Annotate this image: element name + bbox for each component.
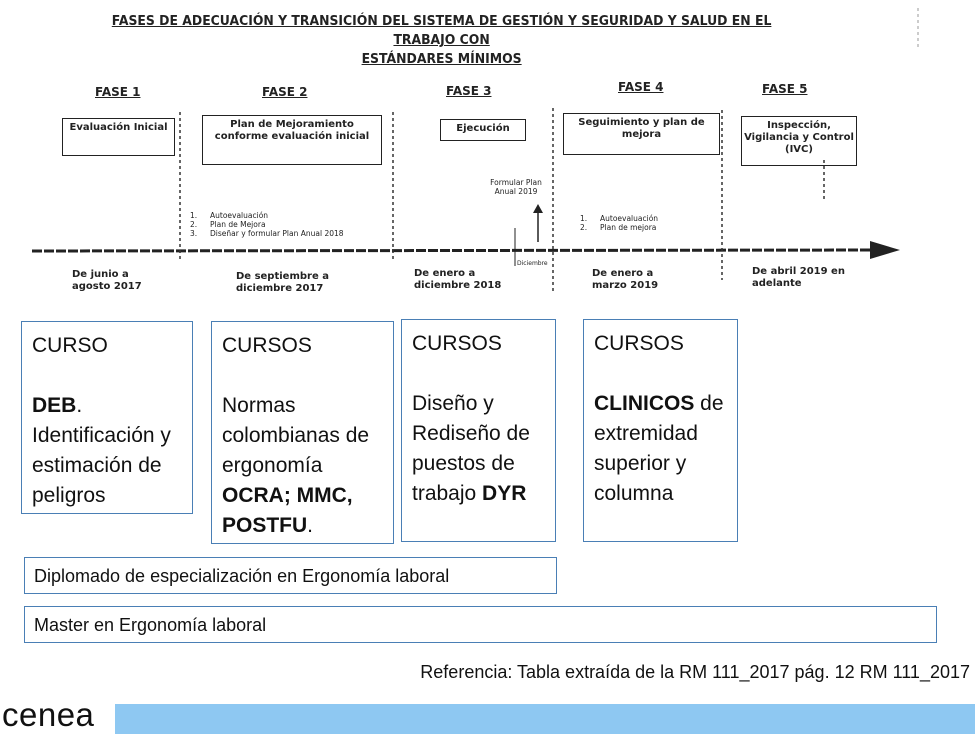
phase-2-steps [190, 211, 344, 238]
course-code: OCRA; MMC, POSTFU [222, 484, 353, 537]
course-box-deb [21, 321, 193, 514]
course-description: . Identificación y estimación de peligros [32, 394, 171, 507]
phase-2-box: Plan de Mejoramiento conforme evaluación inicial [202, 115, 382, 165]
formular-plan-annotation: Formular Plan Anual 2019 [490, 178, 542, 196]
cenea-logo: cenea [2, 696, 95, 733]
phase-5-box: Inspección, Vigilancia y Control (IVC) [741, 116, 857, 166]
diciembre-annotation: Diciembre [517, 260, 548, 267]
course-code: DYR [482, 482, 527, 505]
course-title: CURSOS [594, 332, 684, 355]
phase-1-label: FASE 1 [95, 85, 141, 99]
course-title: CURSOS [412, 332, 502, 355]
phase-4-steps [580, 214, 658, 232]
course-box-clinicos [583, 319, 738, 542]
list-item: 1. Autoevaluación [580, 214, 659, 223]
phase-4-box: Seguimiento y plan de mejora [563, 113, 720, 155]
footer-bar [115, 704, 975, 734]
diagram-title: FASES DE ADECUACIÓN Y TRANSICIÓN DEL SISTEMA DE GESTIÓN Y SEGURIDAD Y SALUD EN EL TRABAJO CON ESTÁNDARES MÍNIMOS [111, 13, 772, 67]
phase-4-date: De enero a marzo 2019 [592, 268, 659, 291]
phases-timeline-figure [0, 0, 975, 310]
phase-1-box: Evaluación Inicial [62, 118, 175, 156]
phase-2-date: De septiembre a diciembre 2017 [236, 271, 329, 294]
diploma-box: Diplomado de especialización en Ergonomía laboral [24, 557, 557, 594]
phase-2-label: FASE 2 [262, 85, 308, 99]
course-code: CLINICOS [594, 392, 695, 415]
course-code: DEB [32, 394, 77, 417]
course-description: Diseño y Rediseño de puestos de trabajo [412, 392, 530, 505]
master-box: Master en Ergonomía laboral [24, 606, 937, 643]
phase-4-label: FASE 4 [618, 80, 664, 94]
course-period: . [307, 514, 314, 537]
phase-3-date: De enero a diciembre 2018 [414, 268, 502, 291]
phase-1-date: De junio a agosto 2017 [72, 269, 142, 292]
reference-note: Referencia: Tabla extraída de la RM 111_2017 pág. 12 RM 111_2017 [420, 662, 970, 682]
course-title: CURSO [32, 334, 108, 357]
course-description: Normas colombianas de ergonomía [222, 394, 370, 477]
phase-3-box: Ejecución [440, 119, 526, 141]
list-item: 1. Autoevaluación [190, 211, 269, 220]
phase-3-label: FASE 3 [446, 84, 492, 98]
course-description: de extremidad superior y columna [594, 392, 724, 505]
list-item: 2. Plan de mejora [580, 223, 657, 232]
course-box-normas [211, 321, 394, 544]
list-item: 2. Plan de Mejora [190, 220, 266, 229]
course-title: CURSOS [222, 334, 312, 357]
list-item: 3. Diseñar y formular Plan Anual 2018 [190, 229, 344, 238]
phase-5-date: De abril 2019 en adelante [752, 266, 845, 289]
phase-5-label: FASE 5 [762, 82, 808, 96]
course-box-diseno [401, 319, 556, 542]
